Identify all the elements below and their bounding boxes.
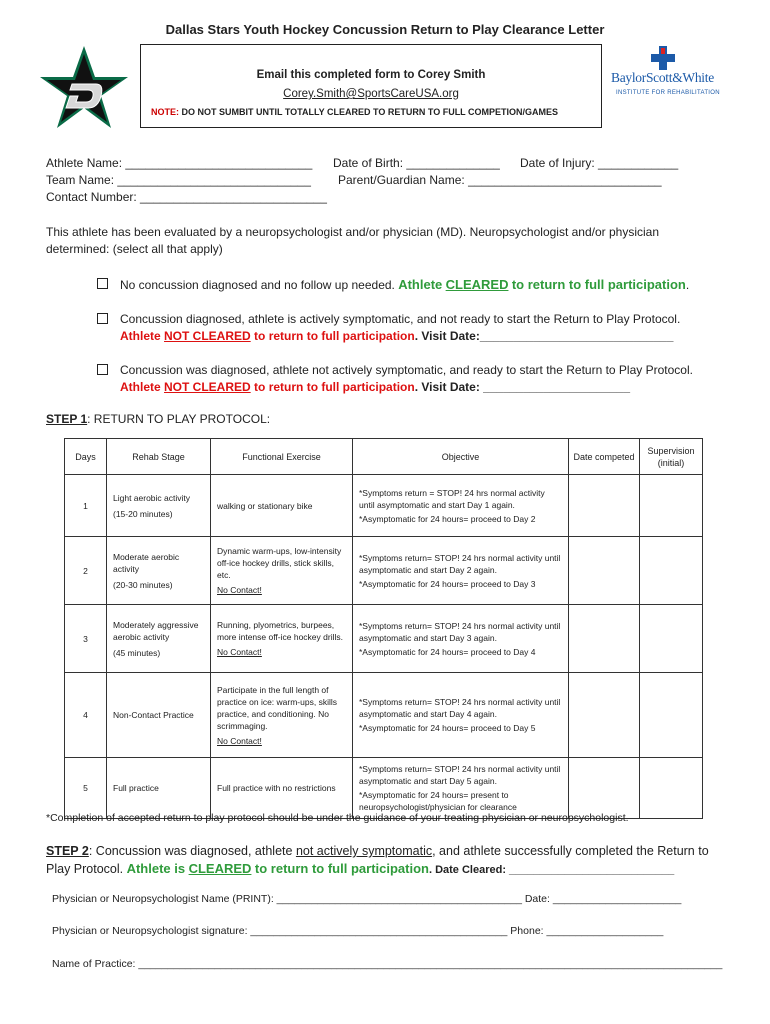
stage-cell (107, 537, 211, 605)
table-row (65, 475, 703, 537)
athlete-name-field[interactable]: Athlete Name: ____________________________ (46, 156, 313, 170)
supervision-cell[interactable] (640, 758, 703, 819)
step2-label: STEP 2 (46, 844, 89, 858)
option-text: Concussion diagnosed, athlete is actively symptomatic, and not ready to start the Return to Play Protocol. (120, 312, 681, 326)
objective-proceed: *Asymptomatic for 24 hours= proceed to Day 5 (359, 723, 536, 733)
option-not-cleared-asymptomatic[interactable] (97, 362, 722, 398)
option-text: Concussion was diagnosed, athlete not actively symptomatic, and ready to start the Return to Play Protocol. (120, 363, 693, 377)
supervision-cell[interactable] (640, 537, 703, 605)
day-cell: 3 (65, 605, 107, 673)
date-completed-cell[interactable] (569, 758, 640, 819)
not-cleared-word: NOT CLEARED (164, 380, 251, 394)
table-header-row (65, 439, 703, 475)
no-contact: No Contact! (217, 585, 262, 595)
cleared-a: Athlete is (126, 861, 186, 876)
date-completed-cell[interactable] (569, 673, 640, 758)
no-contact: No Contact! (217, 735, 262, 746)
exercise-cell (211, 605, 353, 673)
physician-signature-field[interactable]: Physician or Neuropsychologist signature: ____________________________________________ Phone: ____________________ (52, 925, 664, 937)
dob-field[interactable]: Date of Birth: ______________ (333, 156, 500, 170)
exercise: Full practice with no restrictions (217, 783, 336, 793)
supervision-cell[interactable] (640, 605, 703, 673)
objective-cell (353, 475, 569, 537)
visit-date-field[interactable]: . Visit Date: ______________________ (414, 380, 630, 394)
partner-logo-sub: INSTITUTE FOR REHABILITATION (616, 90, 720, 96)
exercise-cell (211, 537, 353, 605)
objective-cell (353, 758, 569, 819)
stage-cell (107, 673, 211, 758)
intro-text: This athlete has been evaluated by a neuropsychologist and/or physician (MD). Neuropsychologist and/or physician determined: (select all that apply) (46, 225, 660, 256)
footnote: *Completion of accepted return to play protocol should be under the guidance of your treating physician or neuropsychologist. (46, 812, 629, 824)
table-row (65, 673, 703, 758)
not-cleared-word: NOT CLEARED (164, 329, 251, 343)
exercise: Dynamic warm-ups, low-intensity off-ice hockey drills, stick skills, etc. (217, 546, 342, 580)
cleared-word: CLEARED (188, 861, 252, 876)
stage-cell (107, 605, 211, 673)
objective-stop: *Symptoms return= STOP! 24 hrs normal activity until asymptomatic and start Day 5 again. (359, 764, 561, 786)
table-row (65, 605, 703, 673)
duration: (20-30 minutes) (113, 579, 173, 590)
date-cleared-field[interactable]: . Date Cleared: ___________________________ (428, 864, 675, 876)
duration: (45 minutes) (113, 647, 161, 658)
checkbox[interactable] (97, 278, 108, 289)
stage-cell (107, 475, 211, 537)
page-title: Dallas Stars Youth Hockey Concussion Return to Play Clearance Letter (165, 22, 605, 37)
cleared-word: CLEARED (445, 277, 509, 292)
stage: Light aerobic activity (113, 492, 191, 503)
col-supervision: Supervision (initial) (640, 439, 703, 475)
duration: (15-20 minutes) (113, 508, 173, 519)
cleared-a: Athlete (398, 277, 443, 292)
day-cell: 5 (65, 758, 107, 819)
objective-cell (353, 605, 569, 673)
checkbox[interactable] (97, 364, 108, 375)
objective-proceed: *Asymptomatic for 24 hours= proceed to Day 2 (359, 513, 536, 524)
objective-cell (353, 673, 569, 758)
exercise-cell (211, 475, 353, 537)
step2-text-b: , and athlete successfully completed the Return to Play Protocol. (46, 844, 709, 876)
partner-logo (606, 44, 724, 98)
parent-field[interactable]: Parent/Guardian Name: _____________________________ (338, 173, 662, 187)
objective-stop: *Symptoms return = STOP! 24 hrs normal activity until asymptomatic and start Day 1 again. (359, 487, 545, 510)
checkbox[interactable] (97, 313, 108, 324)
supervision-cell[interactable] (640, 475, 703, 537)
cleared-c: to return to full participation (254, 861, 429, 876)
not-cleared-a: Athlete (120, 329, 161, 343)
protocol-table (64, 438, 703, 819)
exercise-cell (211, 673, 353, 758)
exercise: walking or stationary bike (217, 500, 313, 511)
stage: Moderately aggressive aerobic activity (113, 619, 199, 642)
note-label: NOTE: (151, 107, 179, 117)
col-functional-exercise: Functional Exercise (211, 439, 353, 475)
note-text: DO NOT SUMBIT UNTIL TOTALLY CLEARED TO RETURN TO FULL COMPETION/GAMES (181, 107, 559, 117)
col-days: Days (65, 439, 107, 475)
exercise: Participate in the full length of practice on ice: warm-ups, skills practice, and conditioning. No scrimmaging. (217, 684, 337, 731)
objective-stop: *Symptoms return= STOP! 24 hrs normal activity until asymptomatic and start Day 2 again. (359, 552, 561, 575)
date-completed-cell[interactable] (569, 537, 640, 605)
objective-proceed: *Asymptomatic for 24 hours= present to neuropsychologist/physician for clearance (359, 790, 517, 812)
col-date-completed: Date competed (569, 439, 640, 475)
col-objective: Objective (353, 439, 569, 475)
stage: Moderate aerobic activity (113, 551, 180, 574)
col-rehab-stage: Rehab Stage (107, 439, 211, 475)
objective-cell (353, 537, 569, 605)
cleared-c: to return to full participation (511, 277, 686, 292)
supervision-cell[interactable] (640, 673, 703, 758)
step2-text-u: not actively symptomatic (295, 844, 433, 858)
date-completed-cell[interactable] (569, 475, 640, 537)
table-row (65, 758, 703, 819)
not-cleared-c: to return to full participation (254, 329, 415, 343)
stage-cell (107, 758, 211, 819)
option-not-cleared-symptomatic[interactable] (97, 311, 722, 347)
practice-name-field[interactable]: Name of Practice: ____________________________________________________________________________________________________ (52, 958, 723, 970)
day-cell: 1 (65, 475, 107, 537)
physician-name-field[interactable]: Physician or Neuropsychologist Name (PRINT): __________________________________________ Date: ______________________ (52, 893, 682, 905)
objective-proceed: *Asymptomatic for 24 hours= proceed to Day 3 (359, 578, 536, 589)
step1-label: STEP 1 (46, 412, 88, 426)
not-cleared-a: Athlete (120, 380, 161, 394)
email-instructions-box (140, 44, 602, 128)
table-row (65, 537, 703, 605)
no-contact: No Contact! (217, 647, 262, 657)
note-line (151, 107, 558, 117)
exercise-cell (211, 758, 353, 819)
step1-rest: : RETURN TO PLAY PROTOCOL: (87, 412, 271, 426)
team-name-field[interactable]: Team Name: _____________________________ (46, 173, 311, 187)
objective-proceed: *Asymptomatic for 24 hours= proceed to Day 4 (359, 646, 536, 657)
visit-date-field[interactable]: . Visit Date:_____________________________ (414, 329, 674, 343)
day-cell: 4 (65, 673, 107, 758)
step2-text-a: : Concussion was diagnosed, athlete (88, 844, 296, 858)
contact-field[interactable]: Contact Number: ____________________________ (46, 190, 327, 204)
email-link[interactable]: Corey.Smith@SportsCareUSA.org (283, 88, 459, 100)
cross-logo-icon (650, 44, 676, 72)
date-completed-cell[interactable] (569, 605, 640, 673)
objective-stop: *Symptoms return= STOP! 24 hrs normal activity until asymptomatic and start Day 4 again. (359, 697, 561, 719)
partner-logo-name: BaylorScott&White (611, 70, 714, 85)
doi-field[interactable]: Date of Injury: ____________ (520, 156, 679, 170)
stars-logo-icon (38, 44, 130, 130)
email-line: Email this completed form to Corey Smith (256, 69, 486, 81)
option-cleared[interactable] (97, 276, 722, 296)
option-text: No concussion diagnosed and no follow up needed. (120, 278, 395, 292)
option-dot: . (685, 278, 690, 292)
not-cleared-c: to return to full participation (254, 380, 415, 394)
step2-paragraph (46, 842, 726, 879)
day-cell: 2 (65, 537, 107, 605)
step1-heading (46, 412, 270, 426)
exercise: Running, plyometrics, burpees, more intense off-ice hockey drills. (217, 620, 343, 642)
stage: Full practice (113, 783, 159, 793)
stage: Non-Contact Practice (113, 710, 194, 720)
objective-stop: *Symptoms return= STOP! 24 hrs normal activity until asymptomatic and start Day 3 again. (359, 620, 561, 643)
